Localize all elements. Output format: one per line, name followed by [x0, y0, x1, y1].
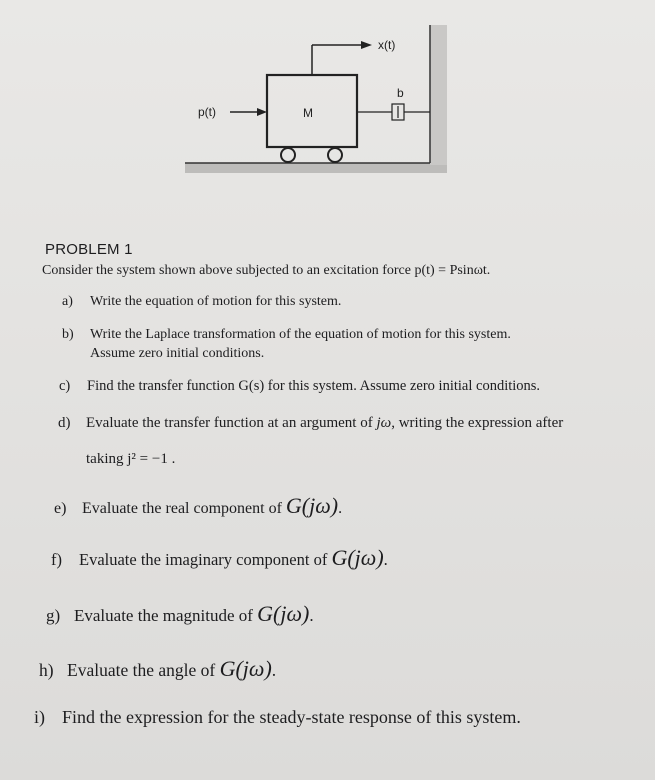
question-letter: f) — [51, 550, 62, 569]
g-jw-expression: G(jω) — [285, 493, 339, 518]
question-text: Evaluate the transfer function at an argument of — [86, 415, 377, 431]
question-g — [46, 601, 314, 627]
question-letter: g) — [46, 606, 61, 625]
question-c — [59, 378, 540, 395]
jw-symbol: jω — [376, 415, 392, 431]
question-letter: e) — [54, 500, 67, 517]
mass-spring-damper-diagram — [0, 0, 655, 200]
question-f — [51, 545, 388, 571]
force-arrow-head — [257, 108, 267, 116]
mass-label: M — [303, 106, 313, 120]
g-jw-expression: G(jω) — [219, 656, 272, 681]
question-text: Evaluate the real component of — [82, 500, 286, 517]
question-i — [34, 707, 521, 728]
question-letter: i) — [34, 707, 45, 727]
displacement-label: x(t) — [378, 38, 396, 52]
question-text: Find the expression for the steady-state response of this system. — [62, 707, 521, 727]
g-jw-expression: G(jω) — [257, 601, 310, 626]
question-end: . — [383, 550, 388, 569]
question-h — [39, 656, 276, 682]
wheel-left — [281, 148, 295, 162]
question-text: Evaluate the imaginary component of — [79, 550, 332, 569]
question-d — [58, 415, 563, 432]
g-jw-expression: G(jω) — [331, 545, 384, 570]
question-letter: d) — [58, 415, 71, 431]
question-letter: b) — [62, 327, 74, 342]
question-text: Evaluate the angle of — [67, 660, 220, 680]
question-end: . — [309, 606, 314, 625]
question-text: Evaluate the magnitude of — [74, 606, 258, 625]
question-end: . — [271, 660, 277, 680]
question-text: Write the equation of motion for this system. — [90, 294, 342, 309]
question-letter: a) — [62, 294, 73, 309]
question-text: Find the transfer function G(s) for this system. Assume zero initial conditions. — [87, 378, 541, 394]
question-d-continued: taking j² = −1 . — [86, 451, 176, 467]
question-letter: c) — [59, 378, 71, 394]
force-label: p(t) — [198, 105, 216, 119]
question-b — [62, 327, 511, 343]
ground — [185, 163, 447, 173]
question-letter: h) — [39, 660, 54, 680]
wheel-right — [328, 148, 342, 162]
problem-intro: Consider the system shown above subjected to an excitation force p(t) = Psinωt. — [42, 263, 491, 278]
question-text-post: , writing the expression after — [391, 415, 564, 431]
question-a — [62, 294, 341, 310]
question-b-continued: Assume zero initial conditions. — [90, 346, 265, 361]
displacement-arrow-head — [361, 41, 372, 49]
problem-title: PROBLEM 1 — [45, 241, 133, 258]
question-e — [54, 493, 342, 519]
damper-label: b — [397, 86, 404, 100]
wall — [430, 25, 447, 165]
question-text: Write the Laplace transformation of the equation of motion for this system. — [90, 327, 511, 342]
question-end: . — [338, 500, 343, 517]
